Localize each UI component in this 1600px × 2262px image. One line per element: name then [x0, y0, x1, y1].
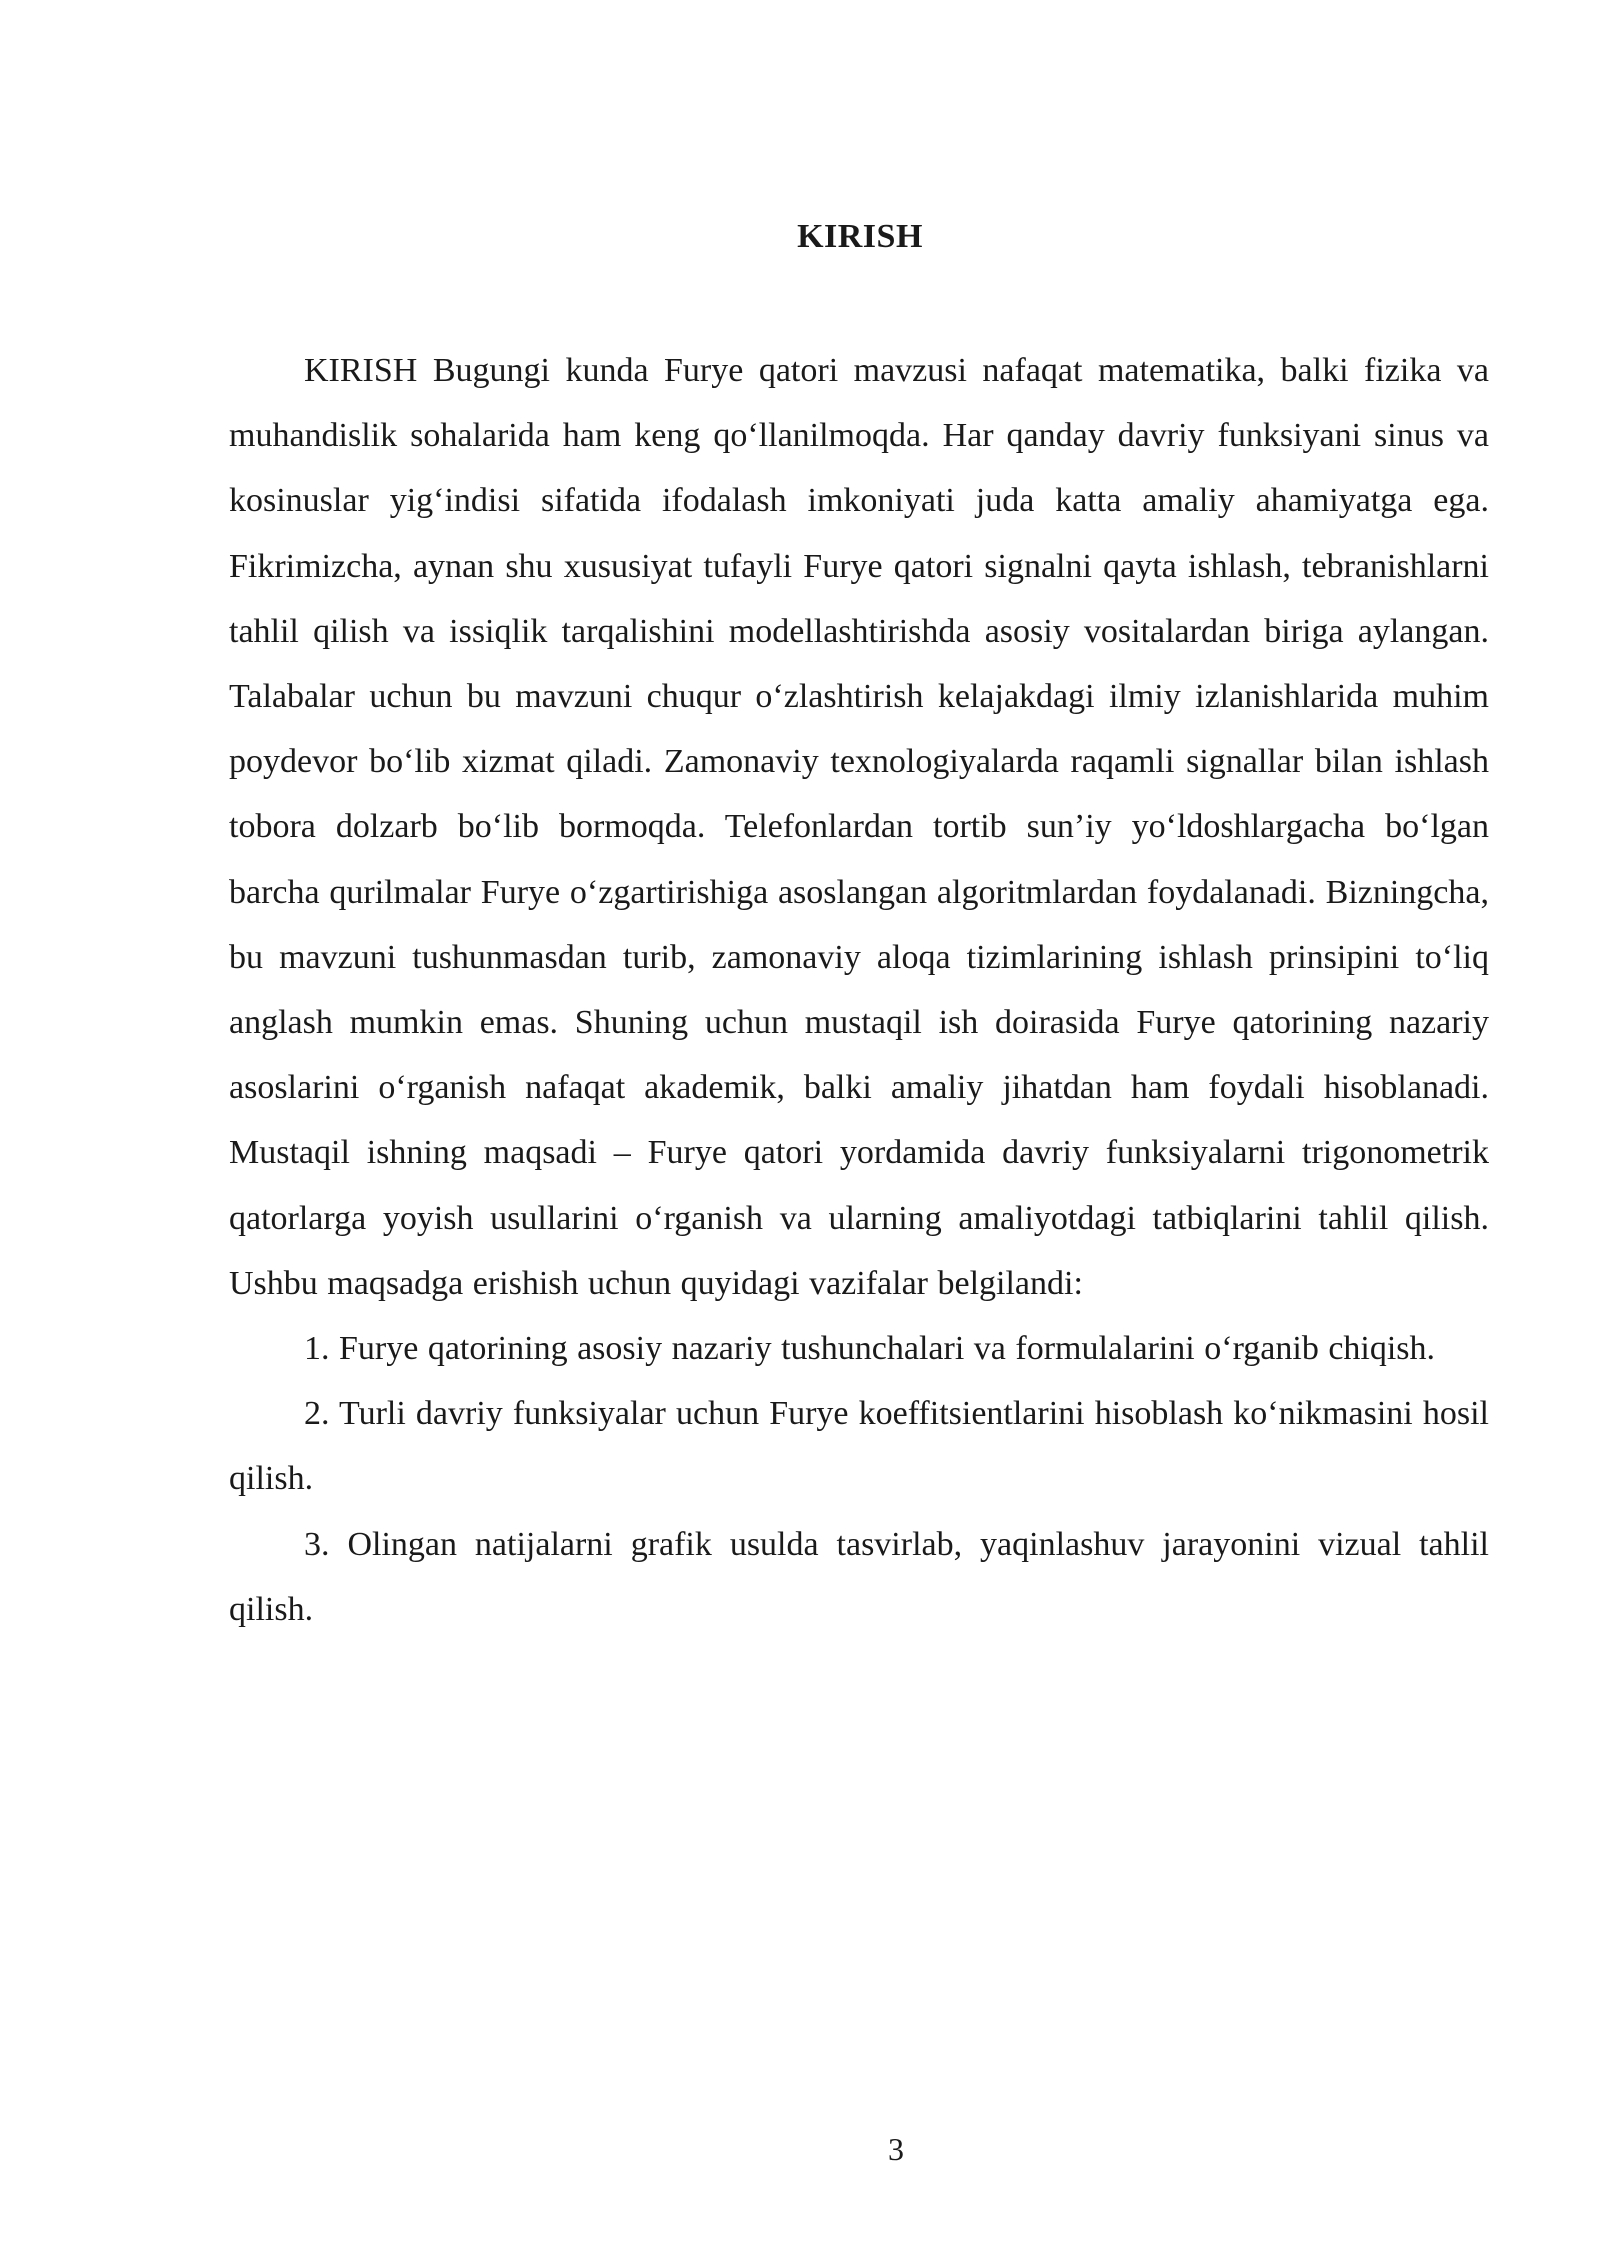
intro-paragraph: KIRISH Bugungi kunda Furye qatori mavzusi nafaqat matematika, balki fizika va muhandislik sohalarida ham keng qo‘llanilmoqda. Har qanday davriy funksiyani sinus va kosinuslar yig‘indisi sifatida ifodalash imkoniyati juda katta amaliy ahamiyatga ega. Fikrimizcha, aynan shu xususiyat tufayli Furye qatori signalni qayta ishlash, tebranishlarni tahlil qilish va issiqlik tarqalishini modellashtirishda asosiy vositalardan biriga aylangan. Talabalar uchun bu mavzuni chuqur o‘zlashtirish kelajakdagi ilmiy izlanishlarida muhim poydevor bo‘lib xizmat qiladi. Zamonaviy texnologiyalarda raqamli signallar bilan ishlash tobora dolzarb bo‘lib bormoqda. Telefonlardan tortib sun’iy yo‘ldoshlargacha bo‘lgan barcha qurilmalar Furye o‘zgartirishiga asoslangan algoritmlardan foydalanadi. Bizningcha, bu mavzuni tushunmasdan turib, zamonaviy aloqa tizimlarining ishlash prinsipini to‘liq anglash mumkin emas. Shuning uchun mustaqil ish doirasida Furye qatorining nazariy asoslarini o‘rganish nafaqat akademik, balki amaliy jihatdan ham foydali hisoblanadi. Mustaqil ishning maqsadi – Furye qatori yordamida davriy funksiyalarni trigonometrik qatorlarga yoyish usullarini o‘rganish va ularning amaliyotdagi tatbiqlarini tahlil qilish. Ushbu maqsadga erishish uchun quyidagi vazifalar belgilandi:: [229, 352, 1489, 1302]
body-text: [229, 338, 1489, 1642]
task-item-1: 1. Furye qatorining asosiy nazariy tushunchalari va formulalarini o‘rganib chiqish.: [304, 1330, 1436, 1368]
section-heading: KIRISH: [797, 218, 923, 255]
page-number: 3: [888, 2131, 904, 2167]
task-item-2: 2. Turli davriy funksiyalar uchun Furye koeffitsientlarini hisoblash ko‘nikmasini hosil qilish.: [229, 1395, 1489, 1498]
task-item-3: 3. Olingan natijalarni grafik usulda tasvirlab, yaqinlashuv jarayonini vizual tahlil qilish.: [229, 1525, 1489, 1628]
